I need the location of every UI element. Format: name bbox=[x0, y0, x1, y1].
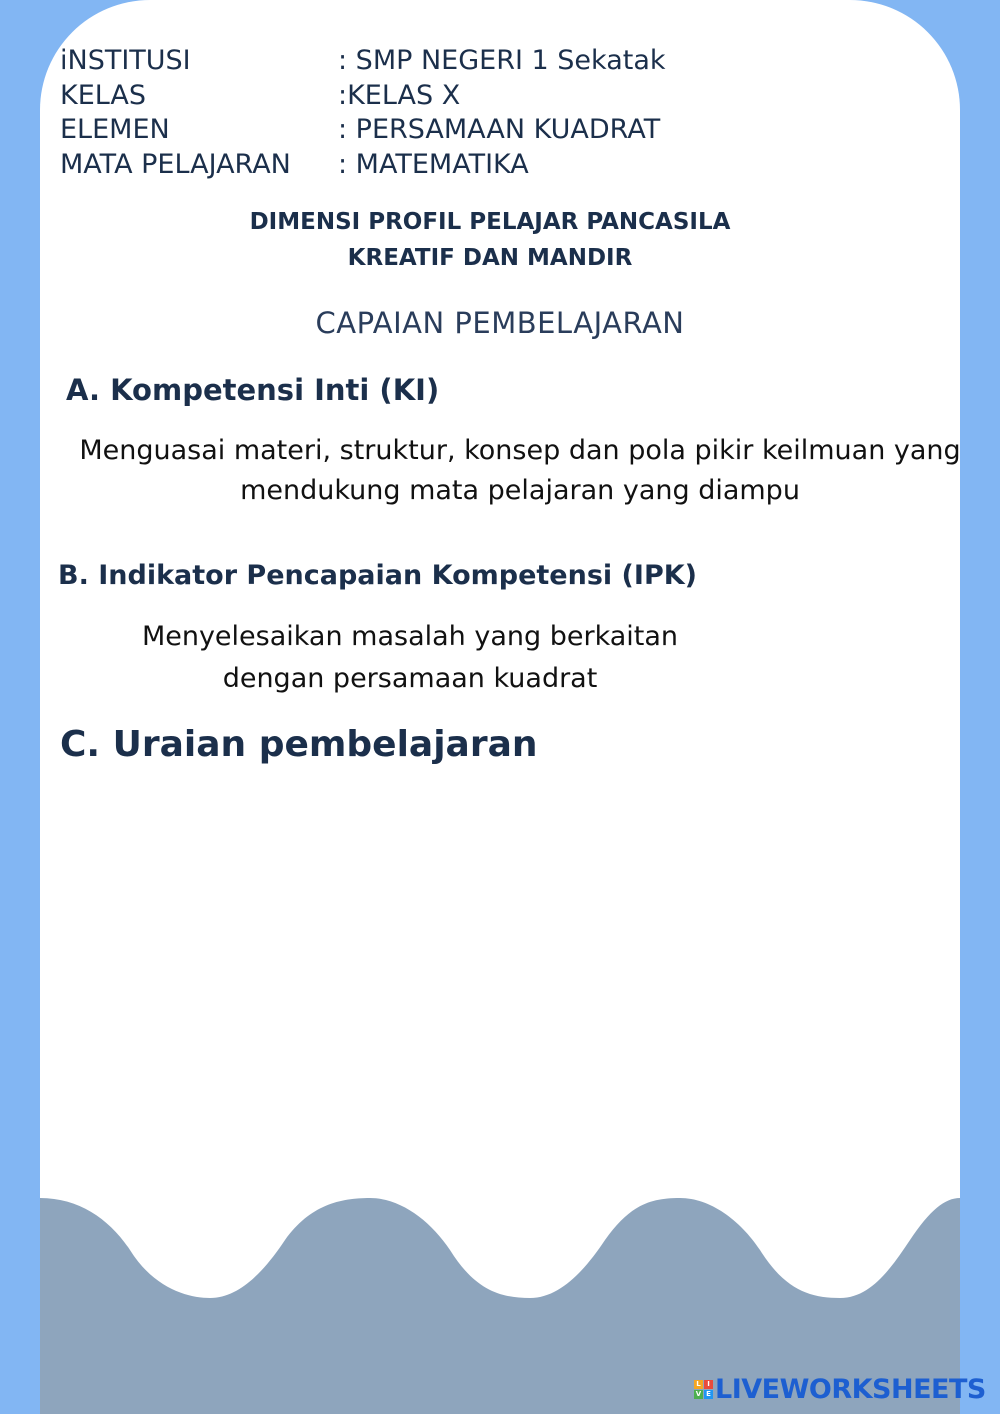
info-row-mata-pelajaran bbox=[60, 148, 666, 183]
info-value: : MATEMATIKA bbox=[338, 148, 529, 180]
dimensi-values: KREATIF DAN MANDIR bbox=[347, 245, 633, 271]
info-label: iNSTITUSI bbox=[60, 45, 191, 76]
info-row-elemen bbox=[60, 113, 666, 148]
capaian-title: CAPAIAN PEMBELAJARAN bbox=[315, 306, 685, 340]
info-value: : PERSAMAAN KUADRAT bbox=[338, 114, 661, 145]
info-value: : SMP NEGERI 1 Sekatak bbox=[338, 45, 666, 76]
info-row-institusi bbox=[60, 44, 666, 79]
section-b-line-2: dengan persamaan kuadrat bbox=[222, 663, 598, 694]
section-a-heading: A. Kompetensi Inti (KI) bbox=[66, 373, 440, 407]
logo-mark-letter: I bbox=[704, 1380, 713, 1389]
liveworksheets-logo bbox=[694, 1374, 986, 1405]
section-c-heading: C. Uraian pembelajaran bbox=[60, 724, 538, 765]
logo-mark-letter: E bbox=[704, 1390, 713, 1399]
logo-mark-letter: L bbox=[694, 1380, 703, 1389]
section-b-line-1: Menyelesaikan masalah yang berkaitan bbox=[141, 621, 679, 652]
section-a-line-1: Menguasai materi, struktur, konsep dan pola pikir keilmuan yang bbox=[79, 435, 961, 466]
dimensi-title: DIMENSI PROFIL PELAJAR PANCASILA bbox=[249, 209, 731, 235]
logo-text: LIVEWORKSHEETS bbox=[715, 1374, 986, 1405]
section-a-line-2: mendukung mata pelajaran yang diampu bbox=[240, 475, 800, 506]
info-label: ELEMEN bbox=[60, 114, 170, 145]
info-row-kelas bbox=[60, 79, 666, 114]
info-value: :KELAS X bbox=[338, 79, 461, 111]
section-b-heading: B. Indikator Pencapaian Kompetensi (IPK) bbox=[58, 560, 697, 591]
info-label: KELAS bbox=[60, 79, 147, 111]
section-a-text bbox=[70, 431, 970, 511]
section-b-text bbox=[110, 616, 710, 700]
logo-mark-icon bbox=[694, 1380, 713, 1399]
logo-mark-letter: V bbox=[695, 1390, 702, 1398]
identity-block bbox=[60, 44, 666, 182]
info-label: MATA PELAJARAN bbox=[60, 148, 291, 180]
